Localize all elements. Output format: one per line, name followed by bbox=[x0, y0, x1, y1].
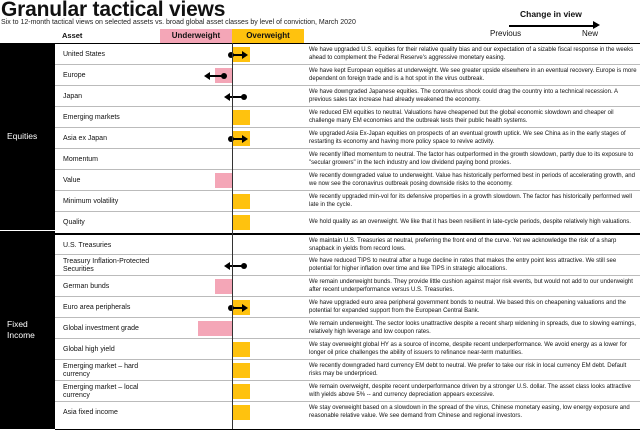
previous-view-dot bbox=[241, 94, 247, 100]
table-row bbox=[55, 338, 640, 360]
asset-name: Emerging market – hard currency bbox=[63, 362, 139, 378]
asset-name: Momentum bbox=[63, 155, 99, 163]
asset-name: U.S. Treasuries bbox=[63, 241, 112, 249]
column-header-underweight: Underweight bbox=[160, 29, 232, 43]
table-row bbox=[55, 359, 640, 381]
asset-name: Japan bbox=[63, 92, 83, 100]
view-description: We have kept European equities at underweight. We see greater upside elsewhere in an eventual recovery. Europe is more dependent on foreign trade and is a hot spot in the virus outbreak. bbox=[309, 68, 637, 82]
underweight-bar bbox=[215, 173, 232, 188]
arrow-head-left-icon bbox=[224, 262, 230, 270]
table-row bbox=[55, 380, 640, 402]
table-row bbox=[55, 190, 640, 212]
arrow-head-right-icon bbox=[242, 135, 248, 143]
column-header-asset: Asset bbox=[62, 31, 83, 40]
view-description: We recently downgraded hard currency EM debt to neutral. We prefer to take our risk in local currency EM debt. Default risks may be underpriced. bbox=[309, 363, 627, 377]
overweight-bar bbox=[233, 363, 250, 378]
view-description: We stay overweight global HY as a source of income, despite recent underperformance. We avoid energy as a lower for longer oil price challenges the ability of issuers to refinance near-term maturities. bbox=[309, 342, 627, 356]
view-description: We maintain U.S. Treasuries at neutral, preferring the front end of the curve. Yet we acknowledge the risk of a sharp snapback in yields from record lows. bbox=[309, 238, 617, 252]
asset-name: United States bbox=[63, 50, 106, 58]
table-bottom-rule bbox=[55, 429, 640, 430]
previous-view-dot bbox=[228, 305, 234, 311]
view-description: We hold quality as an overweight. We like that it has been resilient in late-cycle periods, despite relatively high valuations. bbox=[309, 218, 631, 225]
previous-view-dot bbox=[221, 73, 227, 79]
overweight-bar bbox=[233, 405, 250, 420]
group-label-fixed-income: Fixed Income bbox=[7, 319, 35, 340]
group-fixed-income bbox=[0, 231, 55, 429]
table-row bbox=[55, 401, 640, 423]
previous-view-dot bbox=[228, 52, 234, 58]
view-description: We recently upgraded min-vol for its defensive properties in a growth slowdown. The factor has historically performed well late in the cycle. bbox=[309, 194, 632, 208]
underweight-bar bbox=[198, 321, 232, 336]
asset-name: Asia ex Japan bbox=[63, 134, 107, 142]
asset-name: Emerging markets bbox=[63, 113, 120, 121]
downgrade-arrow-icon bbox=[226, 96, 244, 98]
arrow-head-left-icon bbox=[204, 72, 210, 80]
asset-name: Minimum volatility bbox=[63, 197, 119, 205]
underweight-bar bbox=[215, 279, 232, 294]
downgrade-arrow-icon bbox=[206, 75, 224, 77]
view-description: We recently lifted momentum to neutral. The factor has outperformed in the growth slowdown, partly due to its exposure to "secular growers" in the tech industry and low dividend paying bond proxies. bbox=[309, 152, 634, 166]
arrow-head-right-icon bbox=[242, 51, 248, 59]
view-description: We upgraded Asia Ex-Japan equities on prospects of an eventual growth uptick. We see China as in the early stages of restarting its economy and having more policy space to revive activity. bbox=[309, 131, 626, 145]
view-description: We recently downgraded value to underweight. Value has historically performed best in periods of accelerating growth, and we now see the coronavirus outbreak posing downside risks to the economy. bbox=[309, 173, 635, 187]
asset-name: Emerging market – local currency bbox=[63, 383, 139, 399]
asset-name: Euro area peripherals bbox=[63, 303, 131, 311]
arrow-head-right-icon bbox=[242, 304, 248, 312]
overweight-bar bbox=[233, 194, 250, 209]
overweight-bar bbox=[233, 110, 250, 125]
legend-arrow-head-icon bbox=[593, 21, 600, 29]
legend-arrow-line bbox=[509, 25, 597, 27]
table-row bbox=[55, 169, 640, 191]
view-description: We reduced EM equities to neutral. Valuations have cheapened but the global economic slowdown and cheaper oil challenge many EM economies and the outbreak tests their public health systems. bbox=[309, 110, 614, 124]
view-description: We stay overweight based on a slowdown in the spread of the virus, Chinese monetary easing, low energy exposure and reasonable relative value. We see demand from Chinese and regional investors. bbox=[309, 405, 630, 419]
table-row bbox=[55, 106, 640, 128]
table-row bbox=[55, 148, 640, 170]
previous-view-dot bbox=[228, 136, 234, 142]
group-equities bbox=[0, 43, 55, 230]
asset-name: Value bbox=[63, 176, 81, 184]
neutral-axis-line bbox=[232, 43, 233, 429]
asset-name: Europe bbox=[63, 71, 86, 79]
downgrade-arrow-icon bbox=[226, 265, 244, 267]
view-description: We have reduced TIPS to neutral after a huge decline in rates that makes the entry point less attractive. We still see potential for higher inflation over time and like TIPS in strategic allocations. bbox=[309, 258, 617, 272]
view-description: We remain underweight. The sector looks unattractive despite a recent sharp widening in spreads, due to slowing earnings, relatively high leverage and low coupon rates. bbox=[309, 321, 636, 335]
page-title: Granular tactical views bbox=[1, 0, 226, 21]
asset-name: Global investment grade bbox=[63, 324, 139, 332]
table-row bbox=[55, 127, 640, 149]
table-row bbox=[55, 317, 640, 339]
table-row bbox=[55, 254, 640, 276]
legend-title: Change in view bbox=[520, 9, 582, 19]
legend-new-label: New bbox=[582, 29, 599, 38]
view-description: We have upgraded euro area peripheral government bonds to neutral. We based this on cheapening valuations and the potential for expanded support from the European Central Bank. bbox=[309, 300, 626, 314]
view-description: We have downgraded Japanese equities. The coronavirus shock could drag the country into a technical recession. A previous sales tax increase had already weakened the economy. bbox=[309, 89, 618, 103]
page-subtitle: Six to 12-month tactical views on selected assets vs. broad global asset classes by level of conviction, March 2020 bbox=[1, 19, 356, 26]
group-label-equities: Equities bbox=[7, 131, 38, 141]
overweight-bar bbox=[233, 215, 250, 230]
table-row bbox=[55, 296, 640, 318]
column-header-overweight: Overweight bbox=[232, 29, 304, 43]
table-row bbox=[55, 85, 640, 107]
table-row bbox=[55, 275, 640, 297]
asset-name: Asia fixed income bbox=[63, 408, 118, 416]
table-row bbox=[55, 64, 640, 86]
view-description: We remain underweight bunds. They provide little cushion against major risk events, but would not add to our underweight after recent underperformance versus U.S. Treasuries. bbox=[309, 279, 633, 293]
overweight-bar bbox=[233, 384, 250, 399]
view-description: We have upgraded U.S. equities for their relative quality bias and our expectation of a sizable fiscal response in the weeks ahead to complement the Federal Reserve's aggressive monetary easing. bbox=[309, 47, 634, 61]
view-description: We remain overweight, despite recent underperformance driven by a stronger U.S. dollar. The asset class looks attractive with yields above 5% -- and currency depreciation appears excessive. bbox=[309, 384, 631, 398]
arrow-head-left-icon bbox=[224, 93, 230, 101]
asset-name: Quality bbox=[63, 218, 85, 226]
previous-view-dot bbox=[241, 263, 247, 269]
asset-name: Global high yield bbox=[63, 345, 115, 353]
asset-name: Treasury Inflation-Protected Securities bbox=[63, 257, 150, 273]
table-row bbox=[55, 43, 640, 65]
legend-previous-label: Previous bbox=[490, 29, 522, 38]
table-row bbox=[55, 233, 640, 256]
overweight-bar bbox=[233, 342, 250, 357]
asset-name: German bunds bbox=[63, 282, 110, 290]
table-row bbox=[55, 211, 640, 233]
